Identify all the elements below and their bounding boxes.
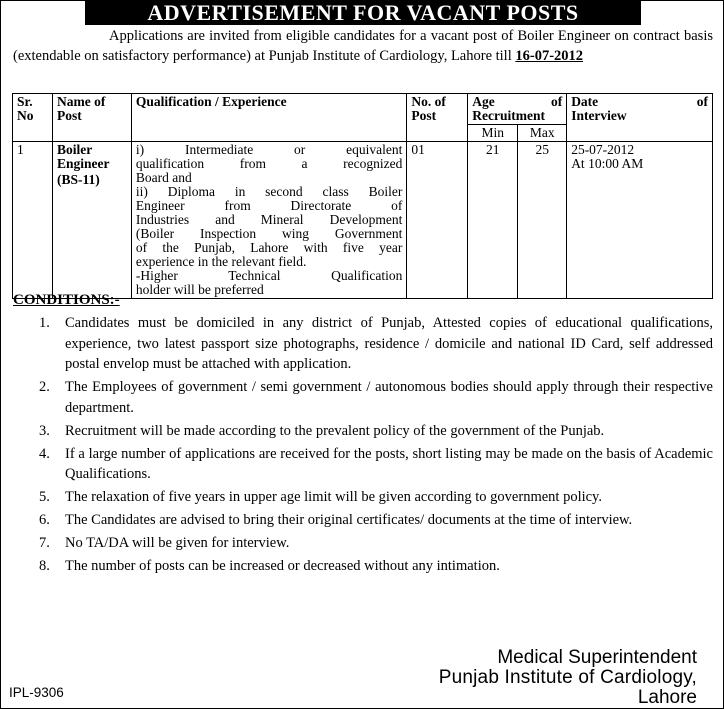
page-title: ADVERTISEMENT FOR VACANT POSTS bbox=[85, 1, 641, 25]
signature-city: Lahore bbox=[637, 687, 697, 708]
header-sr-no: Sr. No bbox=[13, 94, 53, 142]
header-age-min: Min bbox=[468, 125, 518, 142]
cell-post-name: Boiler Engineer (BS-11) bbox=[52, 142, 131, 299]
closing-date: 16-07-2012 bbox=[515, 48, 584, 64]
intro-paragraph bbox=[13, 26, 713, 66]
list-item: 4. If a large number of applications are received for the posts, short listing may be made on the basis of Academic Qualifications. bbox=[39, 445, 713, 482]
list-item: 2. The Employees of government / semi government / autonomous bodies should apply through their respective department. bbox=[39, 379, 713, 416]
signature-title: Medical Superintendent bbox=[497, 647, 697, 668]
cell-qualification: i) Intermediate or equivalent qualification from a recognized Board and ii) Diploma in second class Boiler Engineer from Directorate of Industries and Mineral Development (Boiler Inspection wing Government of the Punjab, Lahore with five year experience in the relevant field. -Higher Technical Qualification holder will be preferred bbox=[131, 142, 406, 299]
list-item: 1. Candidates must be domiciled in any district of Punjab, Attested copies of educational qualifications, experience, two latest passport size photographs, residence / domicile and national ID Card, self addressed postal envelop must be attached with application. bbox=[39, 315, 713, 372]
conditions-list bbox=[1, 313, 713, 579]
list-item: 8. The number of posts can be increased or decreased without any intimation. bbox=[39, 558, 500, 574]
intro-text: Applications are invited from eligible candidates for a vacant post of Boiler Engineer on contract basis (extendable on satisfactory performance) at Punjab Institute of Cardiology, Lahore till bbox=[13, 28, 713, 64]
header-name-of-post: Name of Post bbox=[52, 94, 131, 142]
cell-age-min: 21 bbox=[468, 142, 518, 299]
signature-block bbox=[439, 648, 697, 708]
posts-table bbox=[12, 93, 713, 299]
list-item: 6. The Candidates are advised to bring their original certificates/ documents at the time of interview. bbox=[39, 512, 633, 528]
list-item: 7. No TA/DA will be given for interview. bbox=[39, 535, 290, 551]
table-row bbox=[13, 142, 713, 299]
header-date-of-interview: Date of Interview bbox=[567, 94, 713, 142]
table-header-row bbox=[13, 94, 713, 125]
header-no-of-post: No. of Post bbox=[407, 94, 468, 142]
cell-no-of-post: 01 bbox=[407, 142, 468, 299]
header-age: Age of Recruitment bbox=[468, 94, 567, 125]
cell-sr: 1 bbox=[13, 142, 53, 299]
header-qualification: Qualification / Experience bbox=[131, 94, 406, 142]
cell-age-max: 25 bbox=[518, 142, 567, 299]
conditions-heading: CONDITIONS:- bbox=[13, 292, 120, 308]
header-age-max: Max bbox=[518, 125, 567, 142]
cell-interview-date: 25-07-2012 At 10:00 AM bbox=[567, 142, 713, 299]
list-item: 5. The relaxation of five years in upper age limit will be given according to government policy. bbox=[39, 489, 602, 505]
reference-code: IPL-9306 bbox=[9, 685, 64, 700]
signature-institute: Punjab Institute of Cardiology, bbox=[438, 667, 697, 688]
list-item: 3. Recruitment will be made according to the prevalent policy of the government of the Punjab. bbox=[39, 422, 605, 439]
